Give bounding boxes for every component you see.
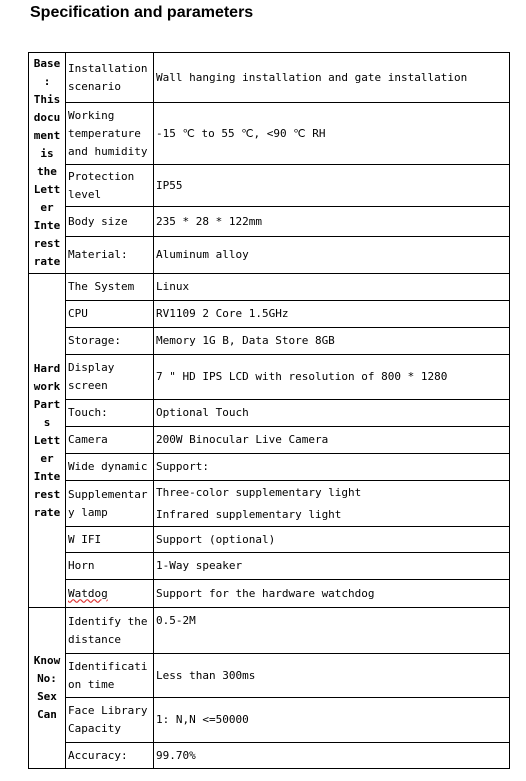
param-label: Installation scenario: [66, 53, 154, 103]
param-value: 7 " HD IPS LCD with resolution of 800 * 1280: [154, 355, 510, 400]
table-row: [29, 527, 510, 553]
param-label: Body size: [66, 207, 154, 237]
table-row: [29, 301, 510, 328]
table-row: [29, 53, 510, 103]
param-label: Display screen: [66, 355, 154, 400]
param-value: 200W Binocular Live Camera: [154, 427, 510, 454]
table-row: [29, 207, 510, 237]
param-value: Linux: [154, 274, 510, 301]
param-label: Identification time: [66, 654, 154, 698]
param-value: Support for the hardware watchdog: [154, 580, 510, 608]
table-row: [29, 608, 510, 654]
param-value: -15 ℃ to 55 ℃, <90 ℃ RH: [154, 103, 510, 165]
param-value: Memory 1G B, Data Store 8GB: [154, 328, 510, 355]
table-row: [29, 165, 510, 207]
param-label: Identify the distance: [66, 608, 154, 654]
param-value: 99.70%: [154, 743, 510, 769]
param-value: Less than 300ms: [154, 654, 510, 698]
table-row: [29, 654, 510, 698]
param-value: IP55: [154, 165, 510, 207]
param-value: Aluminum alloy: [154, 237, 510, 274]
param-value: 1: N,N <=50000: [154, 698, 510, 743]
page-title: Specification and parameters: [30, 4, 254, 21]
table-row: [29, 580, 510, 608]
table-row: [29, 328, 510, 355]
param-label: The System: [66, 274, 154, 301]
table-row: [29, 698, 510, 743]
param-label: Wide dynamic: [66, 454, 154, 481]
table-row: [29, 481, 510, 527]
category-cell: Hard work Parts Letter Interest rate: [29, 274, 66, 608]
table-row: [29, 427, 510, 454]
table-row: [29, 454, 510, 481]
spec-table: [28, 52, 510, 769]
category-cell: Base: This document is the Letter Interest rate: [29, 53, 66, 274]
table-row: [29, 553, 510, 580]
param-value: 235 * 28 * 122mm: [154, 207, 510, 237]
param-value: Support (optional): [154, 527, 510, 553]
param-value: Three-color supplementary light Infrared supplementary light: [154, 481, 510, 527]
param-label: Working temperature and humidity: [66, 103, 154, 165]
param-label: Face Library Capacity: [66, 698, 154, 743]
param-label: Protection level: [66, 165, 154, 207]
param-label: Supplementary lamp: [66, 481, 154, 527]
param-label: Material:: [66, 237, 154, 274]
param-value: 0.5-2M: [154, 608, 510, 654]
table-row: [29, 237, 510, 274]
param-value: Wall hanging installation and gate installation: [154, 53, 510, 103]
param-label: Accuracy:: [66, 743, 154, 769]
param-label: W IFI: [66, 527, 154, 553]
category-cell: Know No: Sex Can: [29, 608, 66, 769]
param-value: 1-Way speaker: [154, 553, 510, 580]
param-label: Touch:: [66, 400, 154, 427]
param-label: Storage:: [66, 328, 154, 355]
table-row: [29, 103, 510, 165]
param-value: Support:: [154, 454, 510, 481]
table-row: [29, 274, 510, 301]
param-value: RV1109 2 Core 1.5GHz: [154, 301, 510, 328]
table-row: [29, 743, 510, 769]
param-label: [66, 580, 154, 608]
table-row: [29, 400, 510, 427]
param-label: Horn: [66, 553, 154, 580]
param-value: Optional Touch: [154, 400, 510, 427]
param-label: Camera: [66, 427, 154, 454]
watchdog-label: Watdog: [68, 586, 108, 600]
table-row: [29, 355, 510, 400]
param-label: CPU: [66, 301, 154, 328]
